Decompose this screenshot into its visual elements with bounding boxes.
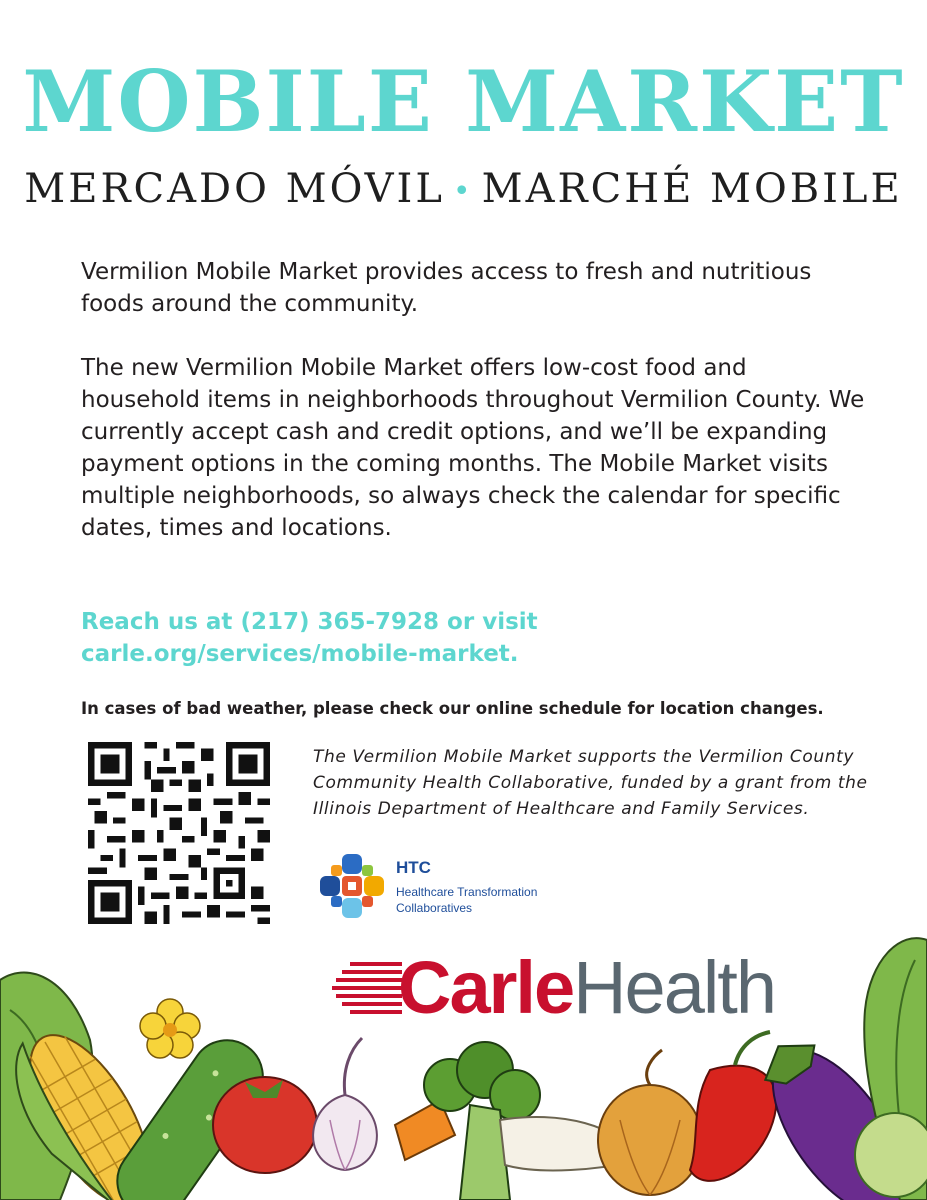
qr-code-icon[interactable] — [88, 742, 270, 924]
subtitle-spanish: MERCADO MÓVIL — [24, 166, 445, 212]
weather-note: In cases of bad weather, please check our online schedule for location changes. — [81, 699, 824, 718]
intro-paragraph: Vermilion Mobile Market provides access to fresh and nutritious foods around the community. — [81, 259, 812, 317]
htc-logo — [318, 852, 598, 924]
subtitle-french: MARCHÉ MOBILE — [481, 166, 903, 212]
htc-abbreviation: HTC — [396, 858, 431, 877]
contact-info — [81, 606, 871, 670]
page-subtitle — [0, 164, 927, 217]
carle-word: Carle — [398, 946, 574, 1029]
health-word: Health — [573, 946, 776, 1029]
details-paragraph: The new Vermilion Mobile Market offers low-cost food and household items in neighborhoods throughout Vermilion County. We currently accept cash and credit options, and we’ll be expanding payment options in the coming months. The Mobile Market visits multiple neighborhoods, so always check the calendar for specific dates, times and locations. — [81, 355, 865, 541]
vegetables-illustration — [0, 920, 927, 1200]
contact-url-line[interactable]: carle.org/services/mobile-market. — [81, 641, 519, 667]
sponsor-statement: The Vermilion Mobile Market supports the Vermilion County Community Health Collaborative, funded by a grant from the Illinois Department of Healthcare and Family Services. — [313, 747, 868, 819]
contact-phone-line: Reach us at (217) 365-7928 or visit — [81, 609, 538, 635]
page-title: MOBILE MARKET — [22, 52, 905, 151]
subtitle-separator: • — [452, 174, 474, 209]
htc-full-name: Healthcare Transformation Collaboratives — [396, 885, 538, 915]
htc-logo-icon — [318, 852, 386, 920]
